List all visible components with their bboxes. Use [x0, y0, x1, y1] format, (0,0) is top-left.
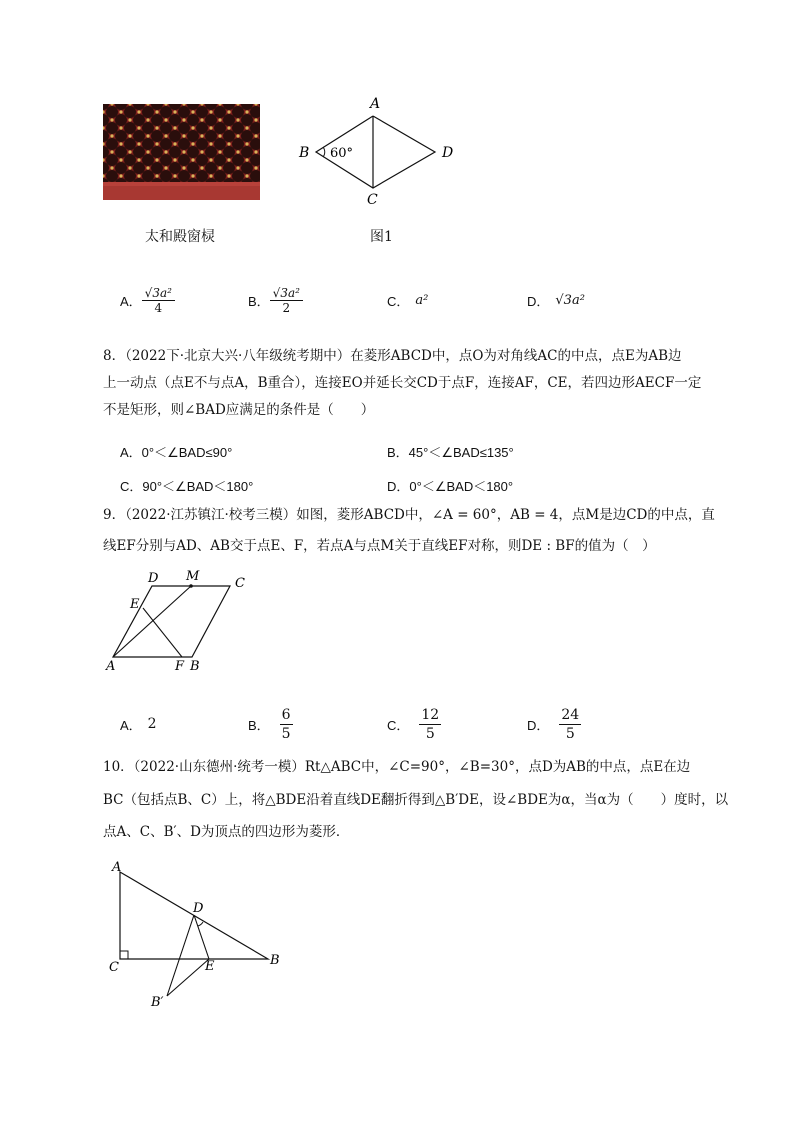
rhombus-figure-2-svg: [100, 566, 260, 676]
option-label: B．: [248, 293, 270, 309]
option-text: 0°＜∠BAD≤90°: [141, 445, 233, 460]
window-lattice-image: [103, 104, 260, 200]
q9-option-a[interactable]: [120, 704, 157, 744]
option-fraction: 12 5: [421, 706, 440, 742]
label-D: D: [193, 901, 204, 916]
label-M: M: [186, 569, 200, 584]
option-label: B．: [248, 717, 270, 733]
label-A: A: [112, 860, 122, 875]
label-E: E: [205, 959, 215, 974]
q9-option-b[interactable]: [248, 704, 293, 744]
option-fraction: 6 5: [281, 706, 291, 742]
q8-option-c[interactable]: [120, 476, 253, 495]
option-label: A．: [120, 293, 142, 309]
q8-line-1: 8．（2022下·北京大兴·八年级统考期中）在菱形ABCD中，点O为对角线AC的中点，点E为AB边: [103, 348, 682, 364]
q10-line-1: 10．（2022·山东德州·统考一模）Rt△ABC中，∠C=90°，∠B=30°，点D为AB的中点，点E在边: [103, 759, 691, 775]
label-C: C: [235, 576, 245, 591]
label-B: B: [190, 659, 200, 674]
option-label: B．: [387, 445, 409, 460]
label-A: A: [106, 659, 116, 674]
q7-option-d[interactable]: [527, 282, 585, 318]
option-fraction: $\frac{\text{√3a²}}{2}$: [270, 286, 303, 315]
label-C: C: [109, 960, 119, 975]
triangle-figure-svg: [100, 860, 290, 1015]
label-D: D: [148, 571, 159, 586]
label-F: F: [175, 659, 185, 674]
q9-option-c[interactable]: [387, 704, 441, 744]
option-text: 90°＜∠BAD＜180°: [142, 479, 254, 494]
q8-option-d[interactable]: [387, 476, 513, 495]
photo-caption: 太和殿窗棂: [145, 229, 215, 245]
label-B-prime: B′: [151, 995, 164, 1010]
option-value: √3a²: [555, 292, 585, 308]
option-text: 45°＜∠BAD≤135°: [408, 445, 514, 460]
rhombus-figure-1: [292, 92, 462, 212]
q9-line-1: 9．（2022·江苏镇江·校考三模）如图，菱形ABCD中，∠A = 60°，AB = 4，点M是边CD的中点，直: [103, 507, 715, 523]
window-lattice-photo: [103, 104, 260, 200]
option-label: C．: [387, 293, 410, 309]
label-B: B: [270, 953, 280, 968]
label-C: C: [367, 192, 378, 208]
q10-line-3: 点A、C、B′、D为顶点的四边形为菱形．: [103, 824, 350, 840]
option-value: a²: [415, 292, 429, 308]
option-label: A．: [120, 445, 142, 460]
q9-option-d[interactable]: [527, 704, 581, 744]
label-B: B: [299, 145, 310, 161]
q8-line-2: 上一动点（点E不与点A，B重合），连接EO并延长交CD于点F，连接AF，CE，若四边形AECF一定: [103, 375, 702, 391]
option-label: D．: [527, 293, 550, 309]
option-text: 0°＜∠BAD＜180°: [409, 479, 514, 494]
option-value: 2: [147, 716, 157, 732]
q10-line-2: BC（包括点B、C）上，将△BDE沿着直线DE翻折得到△B′DE，设∠BDE为α，当α为（ ）度时，以: [103, 792, 729, 808]
rhombus-figure-1-svg: [292, 92, 462, 212]
option-label: D．: [387, 479, 410, 494]
q8-option-a[interactable]: [120, 442, 232, 461]
q8-line-3: 不是矩形，则∠BAD应满足的条件是（ ）: [103, 402, 375, 418]
label-E: E: [130, 597, 140, 612]
figure-caption: 图1: [370, 229, 393, 245]
q9-line-2: 线EF分别与AD、AB交于点E、F，若点A与点M关于直线EF对称，则DE : BF的值为（ ）: [103, 538, 656, 554]
option-label: A．: [120, 717, 142, 733]
triangle-figure: [100, 860, 290, 1015]
option-fraction: 24 5: [561, 706, 580, 742]
option-label: C．: [120, 479, 143, 494]
q7-option-c[interactable]: [387, 282, 428, 318]
rhombus-figure-2: [100, 566, 260, 676]
q8-option-b[interactable]: [387, 442, 514, 461]
q7-option-a[interactable]: [120, 282, 175, 318]
option-label: D．: [527, 717, 550, 733]
option-fraction: $\frac{\text{√3a²}}{4}$: [142, 286, 175, 315]
label-A: A: [370, 96, 381, 112]
label-D: D: [442, 145, 454, 161]
angle-label: 60°: [330, 146, 354, 161]
q7-option-b[interactable]: [248, 282, 303, 318]
option-label: C．: [387, 717, 410, 733]
